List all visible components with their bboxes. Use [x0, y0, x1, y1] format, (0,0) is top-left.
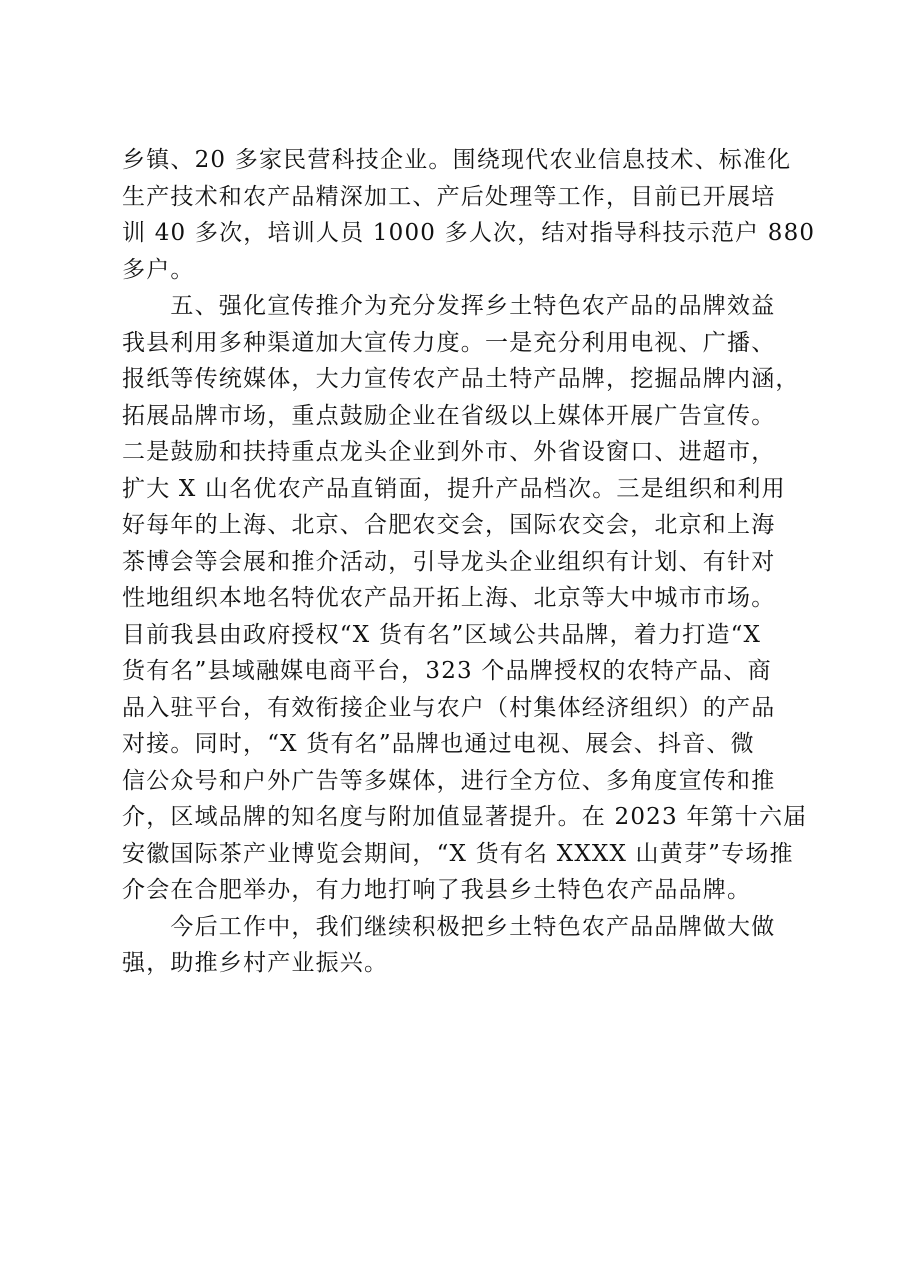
- text-line: 五、强化宣传推介为充分发挥乡土特色农产品的品牌效益: [122, 293, 776, 319]
- text-line: 训 40 多次，培训人员 1000 多人次，结对指导科技示范户 880: [122, 220, 816, 246]
- paragraph-2: [122, 288, 808, 909]
- text-line: 茶博会等会展和推介活动，引导龙头企业组织有计划、有针对: [122, 548, 776, 575]
- text-line: 介，区域品牌的知名度与附加值显著提升。在 2023 年第十六届: [122, 804, 808, 830]
- text-line: 报纸等传统媒体，大力宣传农产品土特产品牌，挖掘品牌内涵，: [122, 366, 800, 392]
- text-line: 品入驻平台，有效衔接企业与农户（村集体经济组织）的产品: [122, 694, 776, 721]
- text-line: 今后工作中，我们继续积极把乡土特色农产品品牌做大做: [122, 913, 776, 940]
- text-line: 介会在合肥举办，有力地打响了我县乡土特色农产品品牌。: [122, 877, 752, 903]
- text-line: 生产技术和农产品精深加工、产后处理等工作，目前已开展培: [122, 183, 776, 210]
- text-line: 二是鼓励和扶持重点龙头企业到外市、外省设窗口、进超市，: [122, 439, 776, 465]
- text-line: 强，助推乡村产业振兴。: [122, 950, 389, 976]
- text-line: 好每年的上海、北京、合肥农交会，国际农交会，北京和上海: [122, 512, 776, 538]
- text-line: 货有名”县域融媒电商平台，323 个品牌授权的农特产品、商: [122, 658, 772, 684]
- text-line: 性地组织本地名特优农产品开拓上海、北京等大中城市市场。: [122, 585, 776, 611]
- text-line: 多户。: [122, 256, 195, 283]
- text-line: 我县利用多种渠道加大宣传力度。一是充分利用电视、广播、: [122, 329, 776, 356]
- text-line: 目前我县由政府授权“X 货有名”区域公共品牌，着力打造“X: [122, 621, 762, 648]
- text-line: 信公众号和户外广告等多媒体，进行全方位、多角度宣传和推: [122, 767, 776, 794]
- document-body: [122, 142, 816, 982]
- text-line: 对接。同时，“X 货有名”品牌也通过电视、展会、抖音、微: [122, 731, 755, 757]
- text-line: 乡镇、20 多家民营科技企业。围绕现代农业信息技术、标准化: [122, 147, 792, 173]
- text-line: 安徽国际茶产业博览会期间，“X 货有名 XXXX 山黄芽”专场推: [122, 840, 794, 867]
- text-line: 拓展品牌市场，重点鼓励企业在省级以上媒体开展广告宣传。: [122, 402, 776, 429]
- text-line: 扩大 X 山名优农产品直销面，提升产品档次。三是组织和利用: [122, 475, 786, 502]
- paragraph-3: [122, 909, 802, 982]
- paragraph-1: [122, 142, 816, 288]
